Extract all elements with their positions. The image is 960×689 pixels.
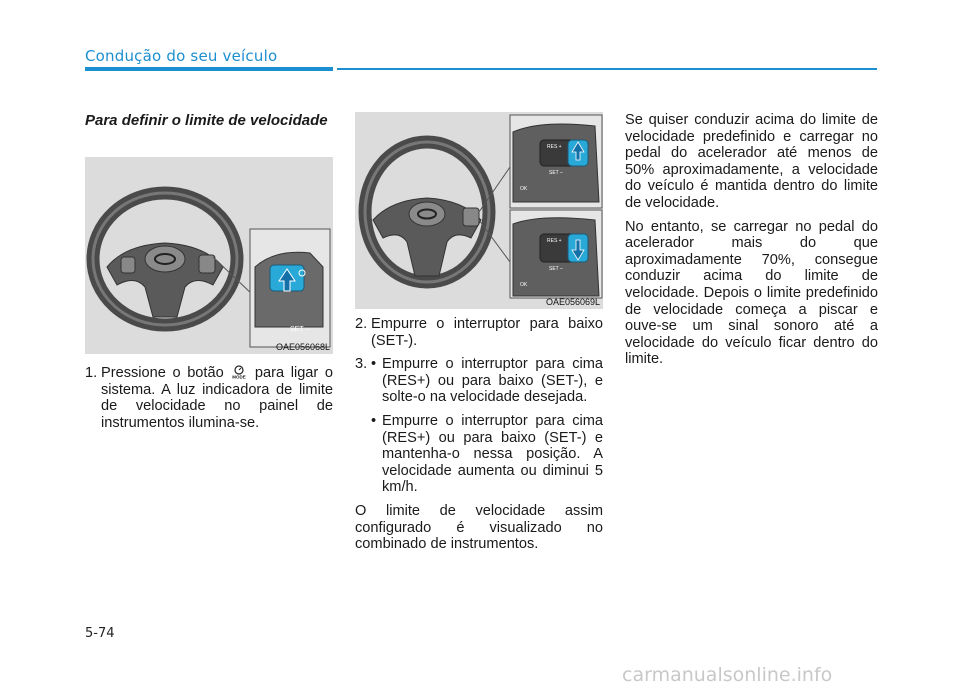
bullet-text: Empurre o interruptor para cima (RES+) ou para baixo (SET-) e mantenha-o nessa posição. A velocidade aumenta ou diminui 5 km/h. — [382, 412, 603, 496]
bullet-mark: • — [371, 412, 377, 429]
column-middle — [355, 316, 603, 560]
fig2-set-label-top: SET – — [549, 170, 563, 176]
header-rule-thick — [85, 67, 333, 71]
section-header-title: Condução do seu veículo — [85, 47, 278, 65]
mode-speed-limit-icon — [230, 365, 248, 379]
fig2-res-label-top: RES + — [547, 144, 562, 150]
step-3-bullet-1 — [371, 356, 603, 406]
step-2 — [355, 316, 603, 349]
paragraph-display-info: O limite de velocidade assim configurado é visualizado no combinado de instrumentos. — [355, 502, 603, 553]
header-rule-thin — [337, 68, 877, 70]
figure-code: OAE056068L — [275, 342, 330, 352]
step-1 — [85, 365, 333, 431]
step-text-after: para ligar o sistema. A luz indicadora de limite de velocidade no painel de instrumentos ilumina-se. — [101, 365, 333, 431]
step-number: 2. — [355, 316, 368, 332]
bullet-text: Empurre o interruptor para cima (RES+) ou para baixo (SET-), e solte-o na velocidade desejada. — [382, 356, 603, 406]
step-text — [101, 365, 333, 431]
fig1-set-label: SET – — [290, 326, 310, 333]
figure-code-2: OAE056069L — [545, 297, 600, 307]
fig2-ok-label-top: OK — [520, 186, 528, 192]
figure-steering-wheel-mode — [85, 157, 333, 354]
step-3 — [355, 356, 603, 406]
bullet-mark: • — [371, 356, 377, 373]
fig2-set-label-bottom: SET – — [549, 266, 563, 272]
fig2-ok-label-bottom: OK — [520, 282, 528, 288]
column-left-steps — [85, 365, 333, 438]
paragraph-accelerator-50: Se quiser conduzir acima do limite de velocidade predefinido e carregar no pedal do acelerador até menos de 50% aproximadamente, a velocidade do veículo é mantida dentro do limite de velocidade. — [625, 112, 878, 211]
step-text: Empurre o interruptor para baixo (SET-). — [371, 316, 603, 349]
steering-wheel-illustration-2 — [355, 112, 603, 309]
page-number: 5-74 — [85, 626, 115, 641]
column-left — [85, 112, 333, 129]
step-3-bullet-2 — [355, 413, 603, 496]
step-number: 1. — [85, 365, 98, 381]
watermark: carmanualsonline.info — [622, 664, 833, 686]
paragraph-accelerator-70: No entanto, se carregar no pedal do acelerador mais do que aproximadamente 70%, consegue conduzir acima do limite de velocidade. Depois o limite predefinido de velocidade começa a piscar e ouve-se um sinal sonoro até a velocidade do veículo ficar dentro do limite. — [625, 218, 878, 368]
mode-icon-text: MODE — [232, 374, 247, 379]
figure-steering-wheel-res-set — [355, 112, 603, 309]
step-text-before: Pressione o botão — [101, 365, 224, 381]
section-heading: Para definir o limite de velocidade — [85, 112, 328, 129]
fig2-res-label-bottom: RES + — [547, 238, 562, 244]
steering-wheel-illustration — [85, 157, 333, 354]
column-right — [625, 112, 878, 375]
step-number: 3. — [355, 356, 368, 373]
